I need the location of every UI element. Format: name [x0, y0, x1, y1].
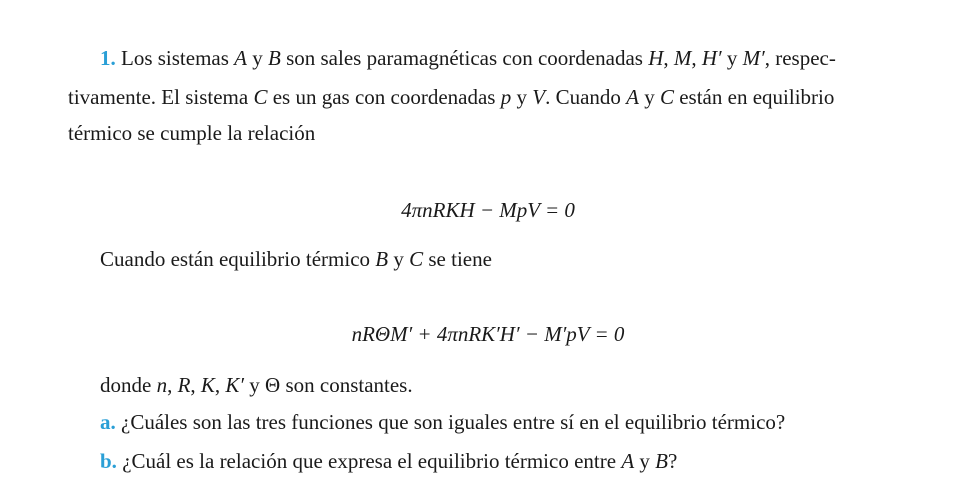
math-var: p	[500, 85, 512, 109]
math-var: K′	[225, 373, 245, 397]
text-run: son sales paramagnéticas con coordenadas	[280, 46, 649, 70]
text-run: y	[388, 247, 410, 271]
equation-text: 4πnRKH − MpV = 0	[401, 198, 575, 222]
text-run: donde	[100, 373, 157, 397]
text-run: tivamente. El sistema	[68, 85, 254, 109]
text-run: , respec-	[764, 46, 836, 70]
problem-line-2	[68, 84, 834, 110]
text-run: y	[721, 46, 743, 70]
math-var: C	[253, 85, 268, 109]
text-run: y Θ son constantes.	[244, 373, 413, 397]
problem-line-1	[100, 45, 836, 71]
math-var: B	[655, 449, 668, 473]
math-var: A	[626, 85, 639, 109]
text-run: Los sistemas	[121, 46, 235, 70]
text-run: están en equilibrio	[673, 85, 835, 109]
equation-text: nRΘM′ + 4πnRK′H′ − M′pV = 0	[351, 322, 625, 346]
math-var: H	[648, 46, 664, 70]
math-var: A	[621, 449, 635, 473]
question-label: a.	[100, 410, 116, 434]
text-run: ,	[691, 46, 702, 70]
question-label: b.	[100, 449, 117, 473]
text-run: se tiene	[423, 247, 492, 271]
equation-1	[0, 196, 976, 224]
question-text: ¿Cuáles son las tres funciones que son iguales entre sí en el equilibrio térmico?	[121, 410, 786, 434]
math-var: H′	[701, 46, 722, 70]
math-var: B	[375, 247, 389, 271]
text-run: ,	[663, 46, 674, 70]
text-run: ,	[190, 373, 201, 397]
question-a	[100, 409, 785, 435]
math-var: B	[268, 46, 281, 70]
text-run: térmico se cumple la relación	[68, 121, 316, 145]
math-var: V	[532, 85, 546, 109]
math-var: C	[659, 85, 674, 109]
problem-number: 1.	[100, 46, 116, 70]
problem-line-5	[100, 372, 413, 398]
text-run: y	[247, 46, 268, 70]
math-var: A	[234, 46, 247, 70]
text-run: y	[634, 449, 656, 473]
math-var: M	[673, 46, 692, 70]
equation-2	[0, 320, 976, 348]
math-var: M′	[742, 46, 765, 70]
text-run: es un gas con coordenadas	[267, 85, 501, 109]
problem-line-4	[100, 246, 492, 272]
math-var: K	[200, 373, 215, 397]
text-run: ?	[667, 449, 678, 473]
text-run: ¿Cuál es la relación que expresa el equilibrio térmico entre	[122, 449, 622, 473]
problem-line-3	[68, 120, 315, 146]
text-run: y	[638, 85, 660, 109]
math-var: R	[177, 373, 191, 397]
text-run: Cuando están equilibrio térmico	[100, 247, 376, 271]
math-var: C	[409, 247, 424, 271]
text-run: ,	[167, 373, 178, 397]
question-b	[100, 448, 677, 474]
text-run: y	[511, 85, 533, 109]
math-var: n	[156, 373, 168, 397]
text-run: . Cuando	[545, 85, 627, 109]
text-run: ,	[214, 373, 226, 397]
